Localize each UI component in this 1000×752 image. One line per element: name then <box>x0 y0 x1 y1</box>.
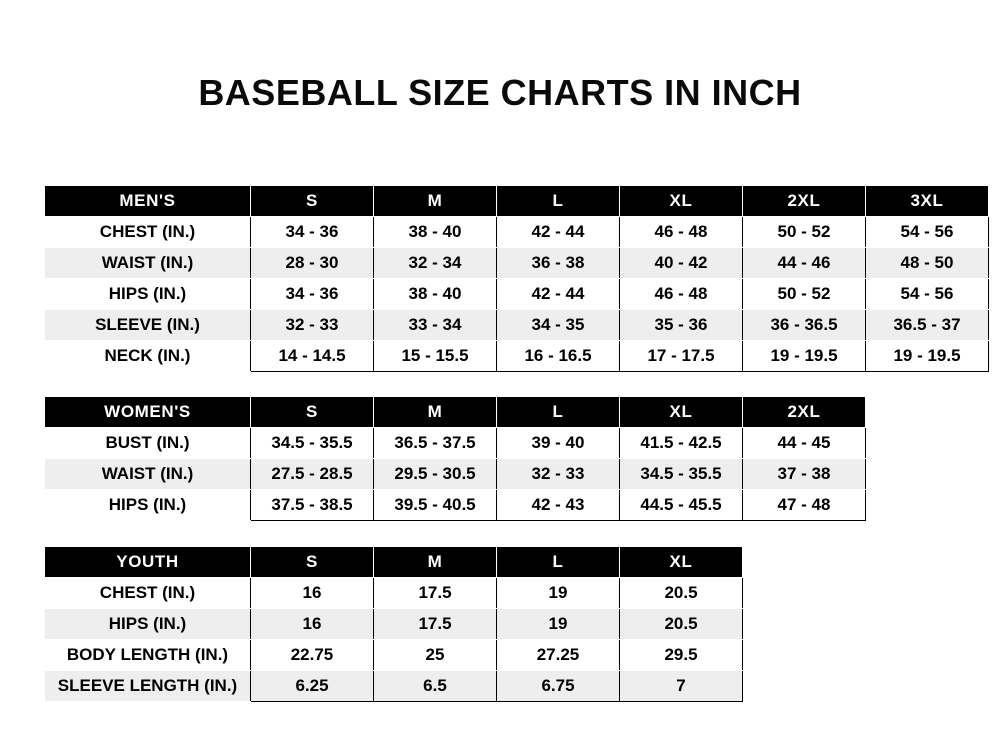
cell: 34.5 - 35.5 <box>251 428 374 459</box>
table-header-row <box>45 397 866 428</box>
cell: 36.5 - 37 <box>866 310 989 341</box>
cell: 35 - 36 <box>620 310 743 341</box>
cell: 42 - 44 <box>497 279 620 310</box>
cell: 46 - 48 <box>620 279 743 310</box>
table-row <box>45 217 989 248</box>
cell: 14 - 14.5 <box>251 341 374 372</box>
row-label: BUST (IN.) <box>45 428 251 459</box>
cell: 34 - 35 <box>497 310 620 341</box>
cell: 38 - 40 <box>374 279 497 310</box>
cell: 47 - 48 <box>743 490 866 521</box>
cell: 6.25 <box>251 671 374 702</box>
cell: 25 <box>374 640 497 671</box>
cell: 32 - 33 <box>251 310 374 341</box>
cell: 42 - 43 <box>497 490 620 521</box>
cell: 19 - 19.5 <box>743 341 866 372</box>
mens-size-chart <box>44 185 989 372</box>
youth-header-l: L <box>497 547 620 578</box>
mens-table <box>44 185 989 372</box>
womens-header-s: S <box>251 397 374 428</box>
cell: 28 - 30 <box>251 248 374 279</box>
row-label: CHEST (IN.) <box>45 578 251 609</box>
cell: 54 - 56 <box>866 279 989 310</box>
mens-header-l: L <box>497 186 620 217</box>
table-header-row <box>45 186 989 217</box>
womens-table <box>44 396 866 521</box>
table-header-row <box>45 547 743 578</box>
cell: 29.5 - 30.5 <box>374 459 497 490</box>
womens-size-chart <box>44 396 866 521</box>
youth-size-chart <box>44 546 743 702</box>
cell: 19 <box>497 609 620 640</box>
cell: 20.5 <box>620 609 743 640</box>
table-row <box>45 248 989 279</box>
cell: 44.5 - 45.5 <box>620 490 743 521</box>
table-row <box>45 578 743 609</box>
cell: 34 - 36 <box>251 217 374 248</box>
row-label: SLEEVE (IN.) <box>45 310 251 341</box>
cell: 27.5 - 28.5 <box>251 459 374 490</box>
cell: 32 - 34 <box>374 248 497 279</box>
cell: 16 <box>251 578 374 609</box>
cell: 34.5 - 35.5 <box>620 459 743 490</box>
table-row <box>45 640 743 671</box>
cell: 44 - 46 <box>743 248 866 279</box>
youth-header-xl: XL <box>620 547 743 578</box>
cell: 39 - 40 <box>497 428 620 459</box>
cell: 33 - 34 <box>374 310 497 341</box>
row-label: HIPS (IN.) <box>45 490 251 521</box>
cell: 44 - 45 <box>743 428 866 459</box>
cell: 40 - 42 <box>620 248 743 279</box>
cell: 19 - 19.5 <box>866 341 989 372</box>
table-row <box>45 671 743 702</box>
youth-table <box>44 546 743 702</box>
cell: 39.5 - 40.5 <box>374 490 497 521</box>
table-row <box>45 428 866 459</box>
row-label: WAIST (IN.) <box>45 248 251 279</box>
cell: 15 - 15.5 <box>374 341 497 372</box>
cell: 36 - 36.5 <box>743 310 866 341</box>
youth-table-header <box>45 547 743 578</box>
womens-header-xl: XL <box>620 397 743 428</box>
mens-header-s: S <box>251 186 374 217</box>
cell: 17.5 <box>374 578 497 609</box>
youth-header-category: YOUTH <box>45 547 251 578</box>
cell: 41.5 - 42.5 <box>620 428 743 459</box>
cell: 20.5 <box>620 578 743 609</box>
womens-table-header <box>45 397 866 428</box>
mens-header-m: M <box>374 186 497 217</box>
cell: 38 - 40 <box>374 217 497 248</box>
row-label: HIPS (IN.) <box>45 279 251 310</box>
cell: 17.5 <box>374 609 497 640</box>
cell: 50 - 52 <box>743 217 866 248</box>
row-label: NECK (IN.) <box>45 341 251 372</box>
womens-table-body <box>45 428 866 521</box>
cell: 42 - 44 <box>497 217 620 248</box>
row-label: SLEEVE LENGTH (IN.) <box>45 671 251 702</box>
cell: 36.5 - 37.5 <box>374 428 497 459</box>
cell: 7 <box>620 671 743 702</box>
cell: 22.75 <box>251 640 374 671</box>
table-row <box>45 279 989 310</box>
womens-header-m: M <box>374 397 497 428</box>
row-label: CHEST (IN.) <box>45 217 251 248</box>
cell: 32 - 33 <box>497 459 620 490</box>
table-row <box>45 310 989 341</box>
page-title: BASEBALL SIZE CHARTS IN INCH <box>198 72 802 113</box>
table-row <box>45 609 743 640</box>
cell: 19 <box>497 578 620 609</box>
cell: 46 - 48 <box>620 217 743 248</box>
mens-table-header <box>45 186 989 217</box>
cell: 48 - 50 <box>866 248 989 279</box>
table-row <box>45 341 989 372</box>
mens-header-xl: XL <box>620 186 743 217</box>
cell: 16 <box>251 609 374 640</box>
cell: 54 - 56 <box>866 217 989 248</box>
cell: 34 - 36 <box>251 279 374 310</box>
row-label: BODY LENGTH (IN.) <box>45 640 251 671</box>
cell: 37.5 - 38.5 <box>251 490 374 521</box>
row-label: WAIST (IN.) <box>45 459 251 490</box>
cell: 6.5 <box>374 671 497 702</box>
youth-header-s: S <box>251 547 374 578</box>
cell: 16 - 16.5 <box>497 341 620 372</box>
cell: 36 - 38 <box>497 248 620 279</box>
mens-header-2xl: 2XL <box>743 186 866 217</box>
cell: 6.75 <box>497 671 620 702</box>
youth-header-m: M <box>374 547 497 578</box>
womens-header-category: WOMEN'S <box>45 397 251 428</box>
cell: 27.25 <box>497 640 620 671</box>
table-row <box>45 490 866 521</box>
cell: 37 - 38 <box>743 459 866 490</box>
table-row <box>45 459 866 490</box>
mens-header-category: MEN'S <box>45 186 251 217</box>
mens-header-3xl: 3XL <box>866 186 989 217</box>
cell: 29.5 <box>620 640 743 671</box>
mens-table-body <box>45 217 989 372</box>
womens-header-l: L <box>497 397 620 428</box>
row-label: HIPS (IN.) <box>45 609 251 640</box>
youth-table-body <box>45 578 743 702</box>
cell: 50 - 52 <box>743 279 866 310</box>
womens-header-2xl: 2XL <box>743 397 866 428</box>
cell: 17 - 17.5 <box>620 341 743 372</box>
